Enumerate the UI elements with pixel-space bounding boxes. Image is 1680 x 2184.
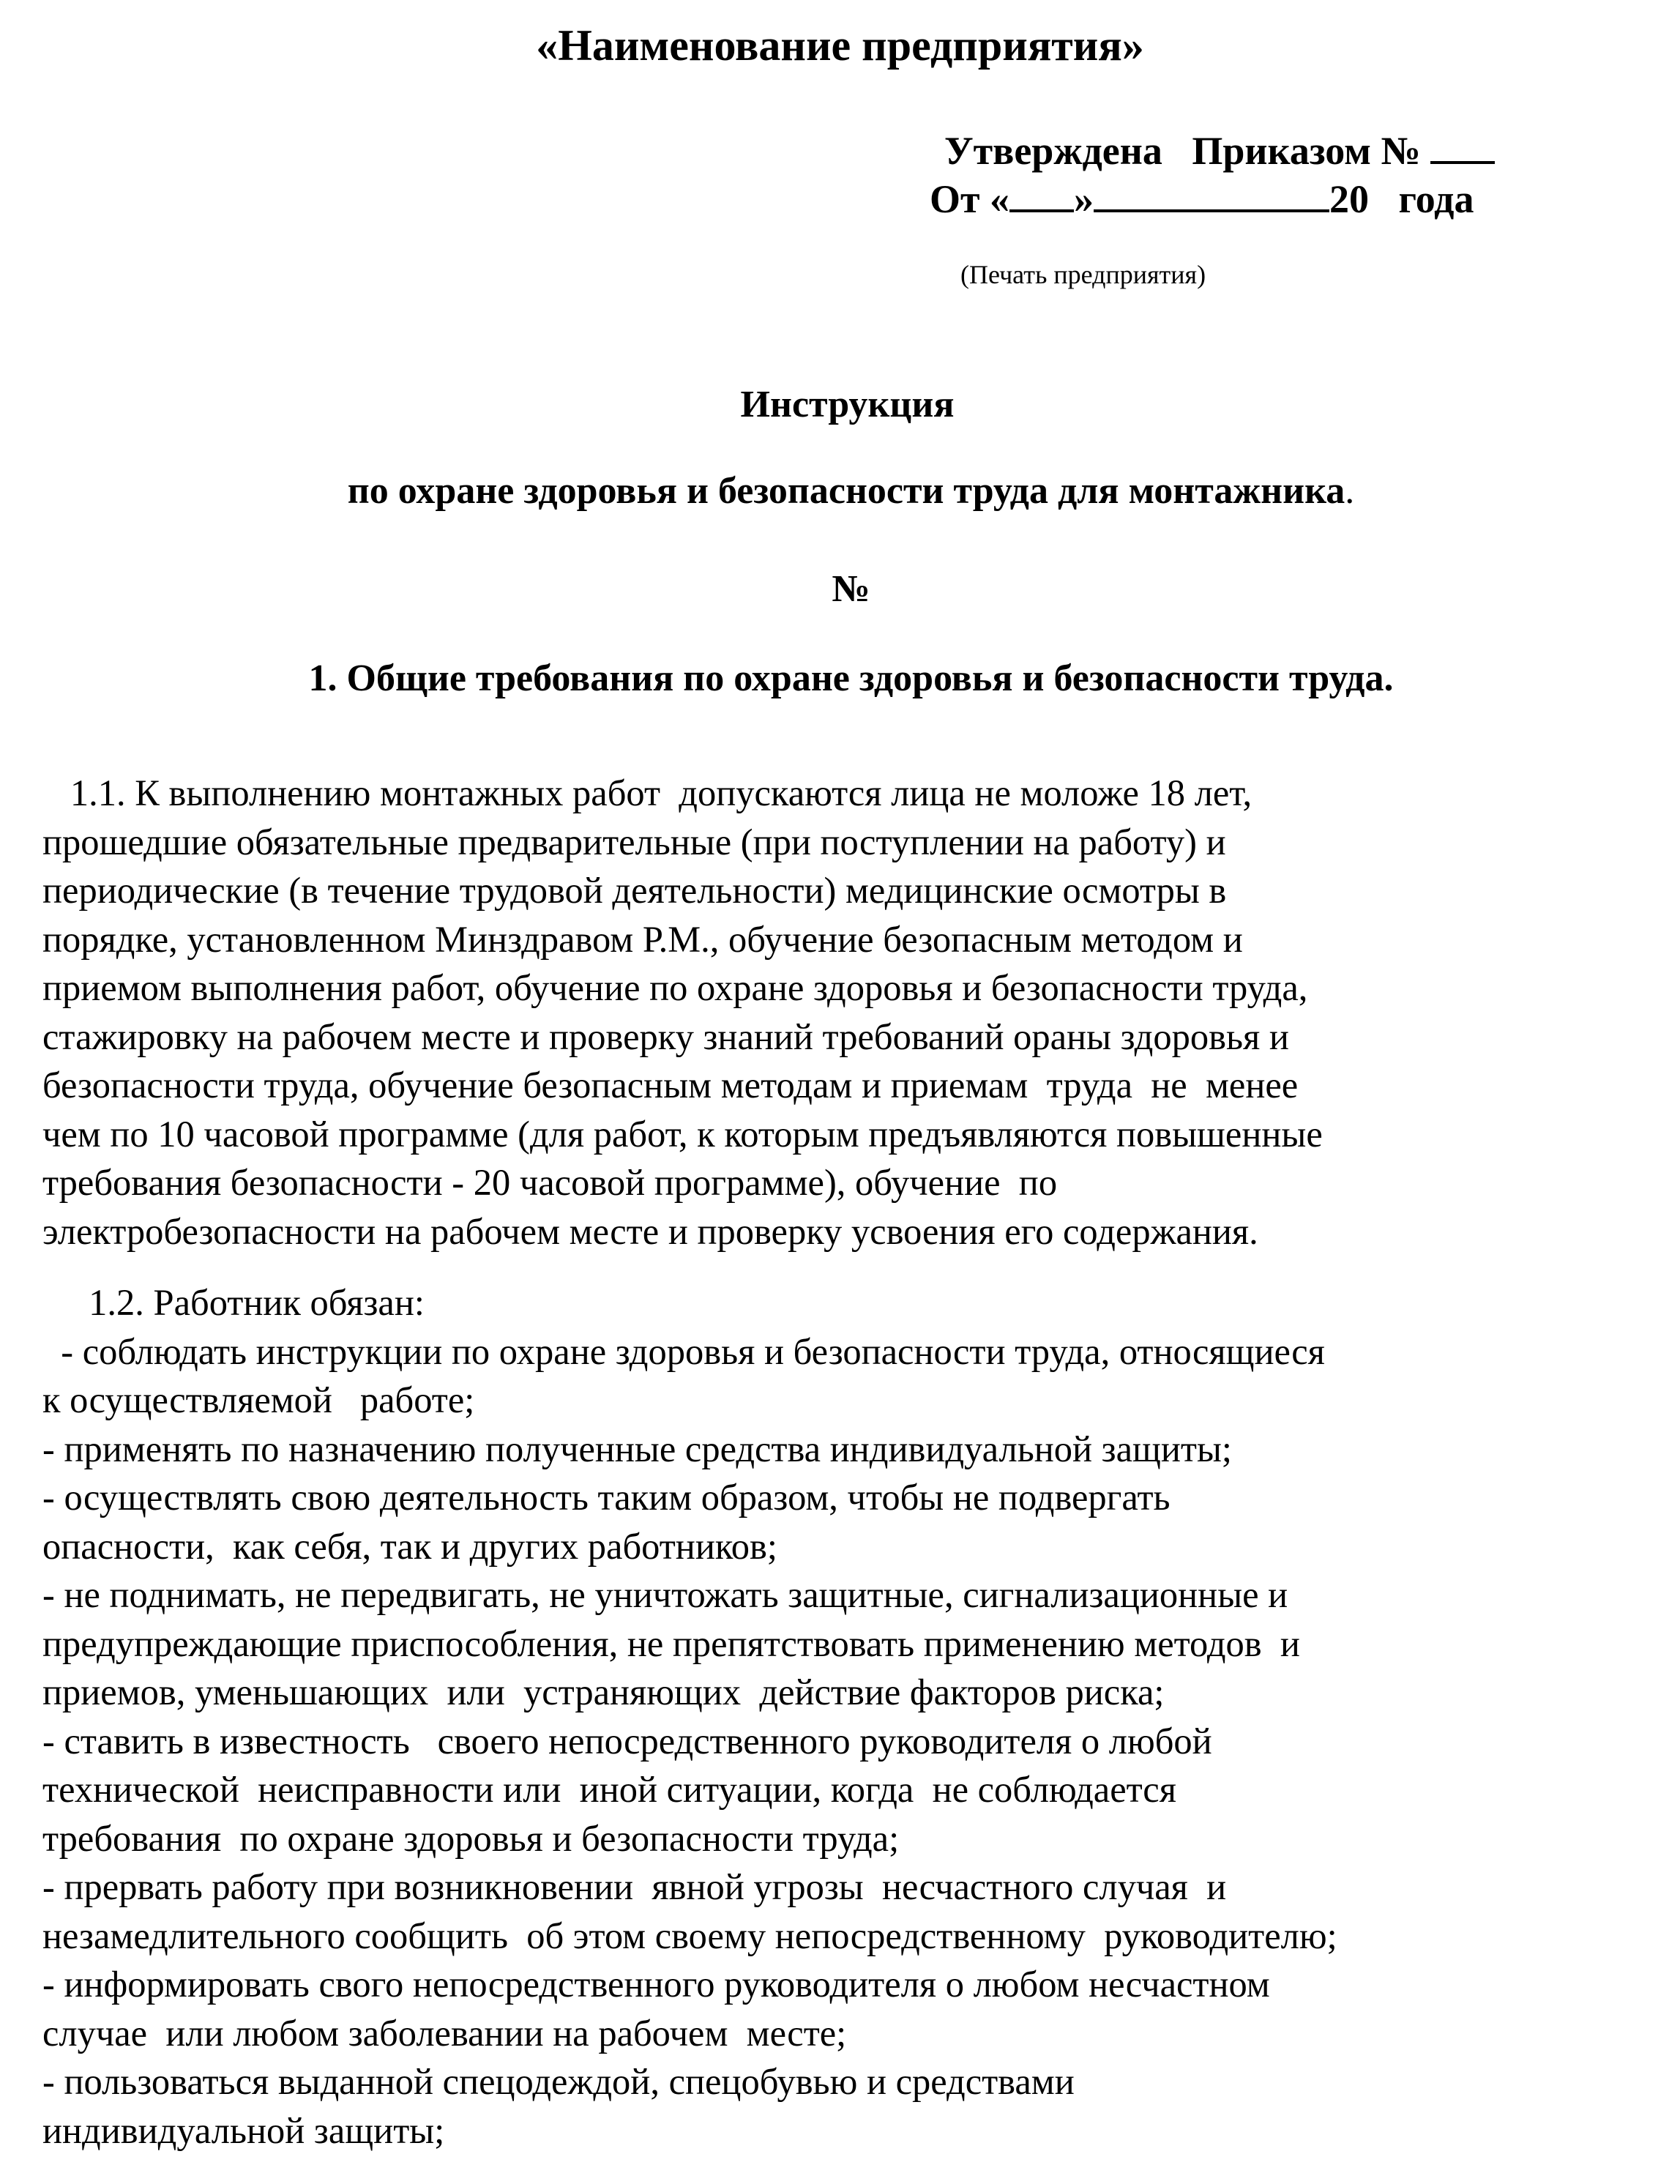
text-line: требования по охране здоровья и безопасности труда; (42, 1817, 900, 1859)
day-blank (1009, 177, 1074, 212)
text-line: - пользоваться выданной спецодеждой, спецобувью и средствами (42, 2061, 1075, 2102)
paragraph-1-1 (42, 769, 1638, 1256)
text-line: незамедлительного сообщить об этом своему непосредственному руководителю; (42, 1915, 1337, 1956)
text-line: приемов, уменьшающих или устраняющих действие факторов риска; (42, 1671, 1165, 1712)
from-label: От « (930, 177, 1010, 221)
document-title: Инструкция (740, 384, 955, 425)
text-line: случае или любом заболевании на рабочем месте; (42, 2012, 847, 2054)
text-line: - прервать работу при возникновении явной угрозы несчастного случая и (42, 1866, 1227, 1907)
text-line: технической неисправности или иной ситуации, когда не соблюдается (42, 1769, 1176, 1810)
text-line: 1.1. К выполнению монтажных работ допускаются лица не моложе 18 лет, (42, 772, 1252, 813)
section-1-heading: 1. Общие требования по охране здоровья и безопасности труда. (308, 657, 1394, 699)
approval-order-line (944, 124, 1495, 177)
text-line: 1.2. Работник обязан: (42, 1282, 425, 1323)
paragraph-1-2 (42, 1278, 1638, 2155)
text-line: индивидуальной защиты; (42, 2109, 445, 2151)
text-line: периодические (в течение трудовой деятельности) медицинские осмотры в (42, 870, 1227, 911)
text-line: - соблюдать инструкции по охране здоровья и безопасности труда, относящиеся (42, 1330, 1325, 1372)
text-line: порядке, установленном Минздравом Р.М., обучение безопасным методом и (42, 918, 1243, 960)
text-line: к осуществляемой работе; (42, 1379, 475, 1420)
subtitle-text: по охране здоровья и безопасности труда для монтажника (347, 470, 1345, 512)
date-mid-quote: » (1074, 177, 1094, 221)
text-line: прошедшие обязательные предварительные (при поступлении на работу) и (42, 821, 1226, 862)
text-line: - применять по назначению полученные средства индивидуальной защиты; (42, 1428, 1232, 1469)
text-line: опасности, как себя, так и других работников; (42, 1525, 777, 1567)
year-label: 20 года (1329, 177, 1474, 221)
order-number-blank (1430, 129, 1495, 164)
text-line: чем по 10 часовой программе (для работ, к которым предъявляются повышенные (42, 1113, 1323, 1155)
company-name: «Наименование предприятия» (536, 21, 1144, 70)
text-line: предупреждающие приспособления, не препятствовать применению методов и (42, 1622, 1300, 1664)
stamp-note: (Печать предприятия) (960, 260, 1206, 289)
approved-label: Утверждена Приказом № (944, 129, 1431, 173)
approval-date-line (930, 173, 1474, 226)
text-line: - не поднимать, не передвигать, не уничтожать защитные, сигнализационные и (42, 1574, 1288, 1615)
text-line: - осуществлять свою деятельность таким образом, чтобы не подвергать (42, 1477, 1171, 1518)
document-number-label: № (832, 568, 870, 610)
text-line: приемом выполнения работ, обучение по охране здоровья и безопасности труда, (42, 967, 1308, 1008)
subtitle-period: . (1345, 470, 1355, 512)
text-line: - ставить в известность своего непосредственного руководителя о любой (42, 1720, 1212, 1762)
text-line: требования безопасности - 20 часовой программе), обучение по (42, 1162, 1058, 1203)
month-blank (1094, 177, 1329, 212)
text-line: электробезопасности на рабочем месте и проверку усвоения его содержания. (42, 1210, 1258, 1252)
text-line: - информировать свого непосредственного руководителя о любом несчастном (42, 1964, 1270, 2005)
document-subtitle (0, 466, 1680, 517)
text-line: безопасности труда, обучение безопасным методам и приемам труда не менее (42, 1065, 1299, 1106)
text-line: стажировку на рабочем месте и проверку знаний требований ораны здоровья и (42, 1015, 1289, 1057)
